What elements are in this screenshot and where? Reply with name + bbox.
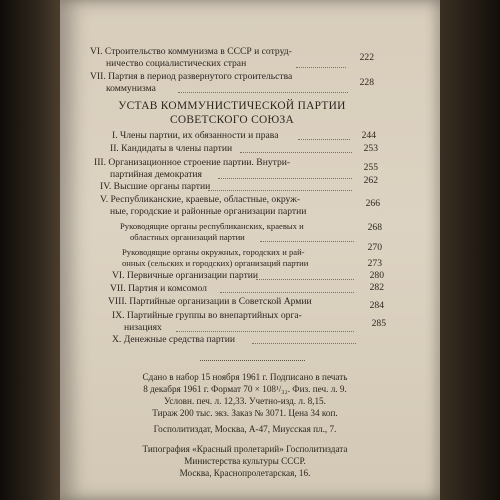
toc-entry-v-page: 266 (365, 198, 380, 209)
section-divider (200, 360, 305, 361)
toc-entry-x: X. Денежные средства партии (112, 334, 236, 345)
toc-entry-vii: VII. Партия и комсомол (110, 283, 207, 294)
book-edge-right (438, 0, 500, 500)
imprint-line6: Типография «Красный пролетарий» Госполитиздата (142, 444, 348, 454)
imprint-line5: Госполитиздат, Москва, А-47, Миусская пл., 7. (153, 424, 337, 434)
leader-dots (252, 343, 356, 344)
leader-dots (240, 152, 352, 153)
leader-dots (176, 331, 354, 332)
toc-entry-ix-page: 284 (369, 300, 384, 311)
leader-dots (256, 279, 354, 280)
leader-dots (220, 292, 354, 293)
leader-dots (296, 67, 346, 68)
toc-entry-iii-line1: III. Организационное строение партии. Внутри- (94, 157, 291, 168)
toc-subentry-rep-line1: Руководящие органы республиканских, краевых и (120, 221, 304, 231)
leader-dots (178, 92, 348, 93)
leader-dots (260, 241, 354, 242)
toc-entry-vii-page: 280 (369, 270, 384, 281)
imprint-line3: Условн. печ. л. 12,33. Учетно-изд. л. 8,15. (164, 396, 326, 406)
toc-entry-viii: VIII. Партийные организации в Советской Армии (108, 296, 312, 307)
toc-subentry-okr-line2: онных (сельских и городских) организаций партии (122, 258, 309, 268)
toc-entry-vi: VI. Первичные организации партии (112, 270, 259, 281)
imprint-line8: Москва, Краснопролетарская, 16. (179, 468, 311, 478)
toc-entry-vii-line2: коммунизма (106, 83, 156, 94)
toc-entry-iv-page: 262 (363, 175, 378, 186)
leader-dots (218, 178, 352, 179)
book-page (60, 0, 440, 500)
toc-entry-vii-line1: VII. Партия в период развернутого строительства (90, 71, 293, 82)
toc-entry-vi-page: 222 (359, 52, 374, 63)
toc-entry-vi-line2: ничество социалистических стран (106, 58, 247, 69)
leader-dots (208, 190, 352, 191)
imprint-line4: Тираж 200 тыс. экз. Заказ № 3071. Цена 34 коп. (152, 408, 338, 418)
toc-entry-vii-page: 228 (359, 77, 374, 88)
imprint-line2: 8 декабря 1961 г. Формат 70 × 108¹/₃₂. Физ. печ. л. 9. (143, 384, 347, 394)
toc-entry-iv: IV. Высшие органы партии (100, 181, 211, 192)
toc-subentry-rep-line2: областных организаций партии (130, 232, 245, 242)
toc-entry-x-page: 285 (371, 318, 386, 329)
leader-dots (298, 139, 350, 140)
toc-subentry-rep-page: 268 (367, 222, 382, 233)
toc-entry-i: I. Члены партии, их обязанности и права (112, 130, 279, 141)
toc-entry-ii: II. Кандидаты в члены партии (110, 143, 233, 154)
toc-entry-iii-line2: партийная демократия (110, 169, 202, 180)
section-heading-line2: СОВЕТСКОГО СОЮЗА (169, 114, 295, 126)
book-gutter-left (0, 0, 60, 500)
imprint-line1: Сдано в набор 15 ноября 1961 г. Подписано в печать (142, 372, 348, 382)
toc-subentry-okr-line1: Руководящие органы окружных, городских и рай- (122, 247, 305, 257)
toc-entry-v-line1: V. Республиканские, краевые, областные, окруж- (100, 194, 301, 205)
toc-entry-vi-line1: VI. Строительство коммунизма в СССР и сотруд- (90, 46, 292, 57)
toc-entry-v-line2: ные, городские и районные организации партии (110, 206, 307, 217)
toc-entry-ix-line1: IX. Партийные группы во внепартийных орга- (112, 310, 302, 321)
toc-entry-i-page: 244 (361, 130, 376, 141)
toc-entry-iii-page: 255 (363, 162, 378, 173)
toc-subentry-okr-page: 270 (367, 242, 382, 253)
toc-entry-vi-page: 273 (367, 258, 382, 269)
section-heading-line1: УСТАВ КОММУНИСТИЧЕСКОЙ ПАРТИИ (118, 100, 346, 112)
imprint-line7: Министерства культуры СССР. (184, 456, 306, 466)
toc-entry-ix-line2: низациях (124, 322, 162, 333)
toc-entry-ii-page: 253 (363, 143, 378, 154)
toc-entry-viii-page: 282 (369, 282, 384, 293)
